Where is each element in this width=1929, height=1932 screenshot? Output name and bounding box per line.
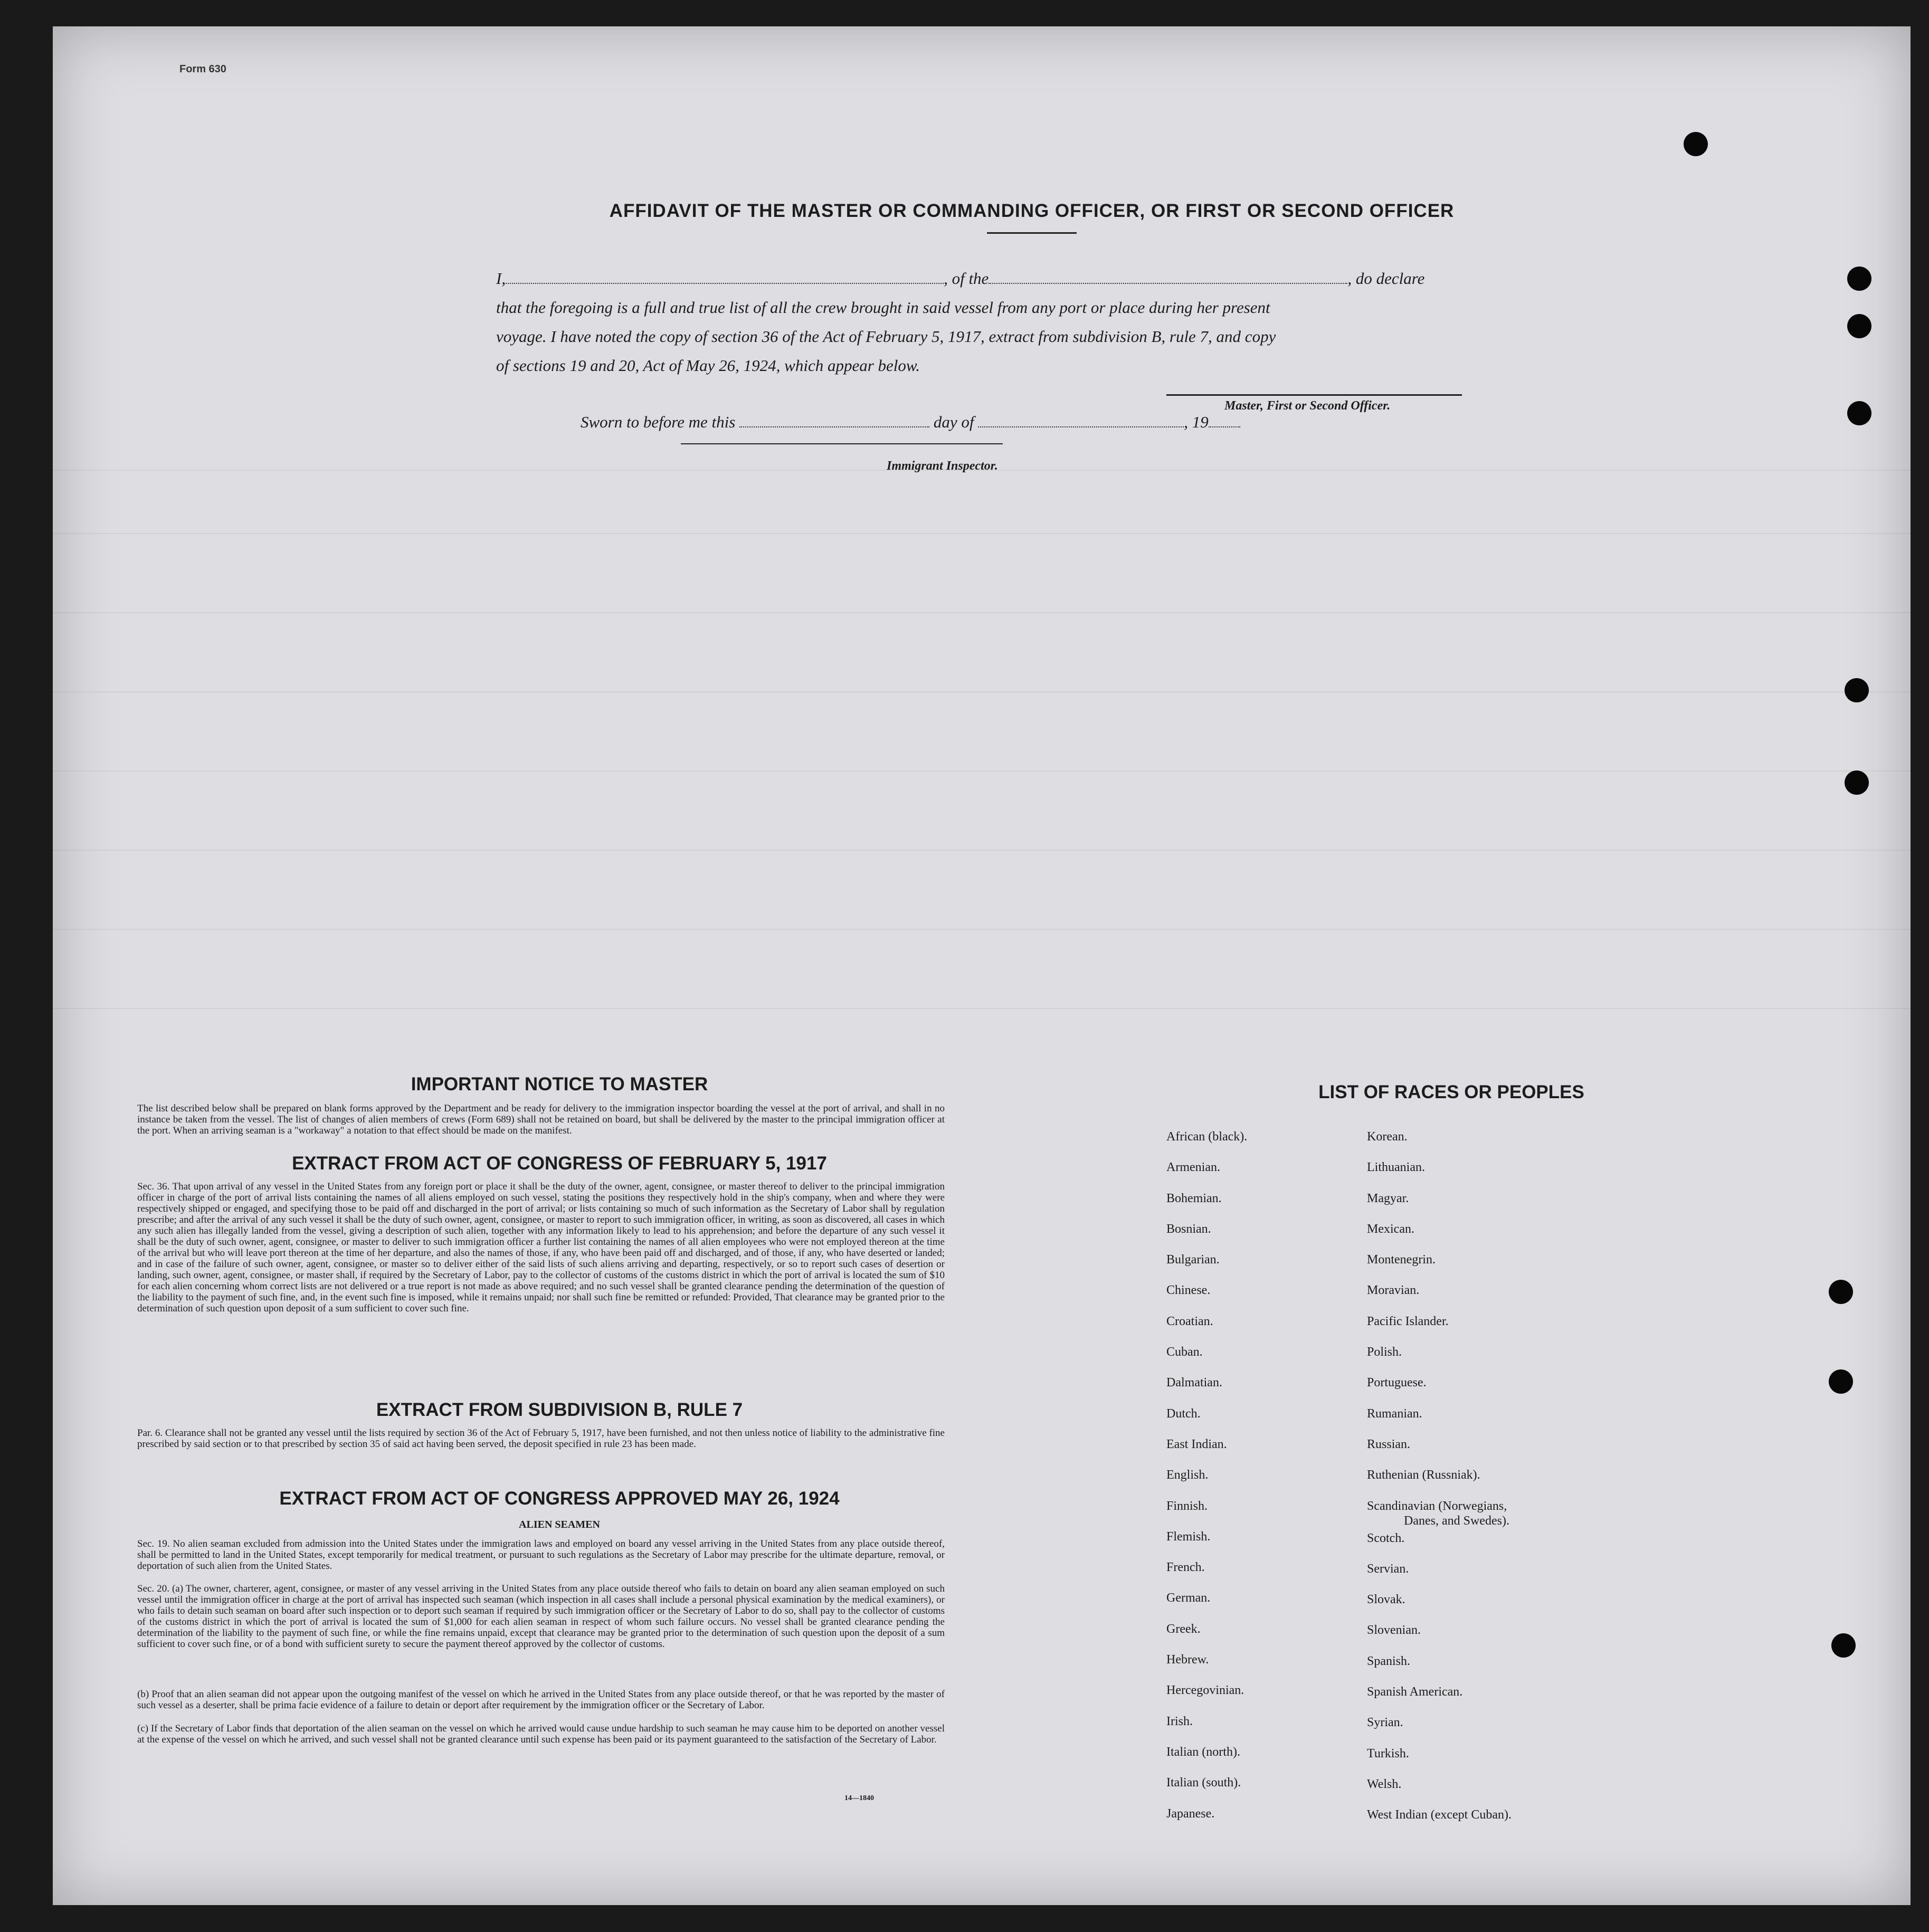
ghost-rule: [53, 1008, 1911, 1009]
master-signature-line: [1166, 394, 1462, 396]
ghost-rule: [53, 612, 1911, 613]
race-item: German.: [1166, 1591, 1211, 1605]
sworn-day-label: day of: [933, 413, 974, 431]
ghost-rule: [53, 850, 1911, 851]
race-item: French.: [1166, 1560, 1205, 1575]
sworn-year-label: , 19: [1184, 413, 1209, 431]
affidavit-declare: , do declare: [1347, 269, 1425, 288]
extract-1924-sec20b: (b) Proof that an alien seaman did not appear upon the outgoing manifest of the vessel on which he arrived in the United States from any place outside thereof, or that he was reported by the master of such vessel as a deserter, shall be prima facie evidence of a failure to detain or deport after requirement by the immigration officer or the Secretary of Labor.: [137, 1689, 945, 1711]
races-right-column: [1367, 1129, 1512, 1839]
extract-1917-text: Sec. 36. That upon arrival of any vessel in the United States from any foreign port or place it shall be the duty of the owner, agent, consignee, or master thereof to deliver to the principal immigration officer in charge of the port of arrival lists containing the names of all aliens employed on such vessel, stating the positions they respectively hold in the ship's company, when and where they were respectively shipped or engaged, and specifying those to be paid off and discharged in the port of arrival; or lists containing so much of such information as the Secretary of Labor shall by regulation prescribe; and after the arrival of any such vessel it shall be the duty of such owner, agent, consignee, or master to report to such immigration officer, in writing, as soon as discovered, all cases in which any such alien has illegally landed from the vessel, giving a description of such alien, together with any information likely to lead to his apprehension; and before the departure of any such vessel it shall be the duty of such owner, agent, consignee, or master to deliver to such immigration officer a further list containing the names of all alien employees who were not employed thereon at the time of the arrival but who will leave port thereon at the time of her departure, and also the names of those, if any, who have been paid off and discharged, and of those, if any, who have deserted or landed; and in case of the failure of such owner, agent, consignee, or master so to deliver either of the said lists of such aliens arriving and departing, respectively, or so to report such cases of desertion or landing, such owner, agent, consignee, or master shall, if required by the Secretary of Labor, pay to the collector of customs of the customs district in which the port of arrival is located the sum of $10 for each alien concerning whom correct lists are not delivered or a true report is not made as above required; and no such vessel shall be granted clearance pending the determination of the question of the liability to the payment of such fine, and, in the event such fine is imposed, while it remains unpaid; nor shall such fine be remitted or refunded: Provided, That clearance may be granted prior to the determination of such question upon deposit of a sum sufficient to cover such fine.: [137, 1181, 945, 1314]
extract-rule7-text: Par. 6. Clearance shall not be granted any vessel until the lists required by section 36 of the Act of February 5, 1917, have been furnished, and not then unless notice of liability to the administrative fine prescribed by said section or to that prescribed by section 35 of said act having been served, the deposit specified in rule 23 has been made.: [137, 1427, 945, 1450]
race-item: West Indian (except Cuban).: [1367, 1808, 1512, 1822]
race-item: Chinese.: [1166, 1283, 1211, 1298]
name-blank: [506, 269, 944, 284]
race-item: Servian.: [1367, 1562, 1409, 1576]
race-item: Croatian.: [1166, 1314, 1213, 1328]
affidavit-title: AFFIDAVIT OF THE MASTER OR COMMANDING OFFICER, OR FIRST OR SECOND OFFICER: [609, 201, 1455, 221]
race-item: Syrian.: [1367, 1716, 1403, 1730]
race-item: Dutch.: [1166, 1406, 1201, 1421]
extract-1924-title: EXTRACT FROM ACT OF CONGRESS APPROVED MAY 26, 1924: [279, 1488, 840, 1509]
ghost-rule: [53, 533, 1911, 534]
race-item: Portuguese.: [1367, 1376, 1427, 1390]
vessel-blank: [989, 269, 1347, 284]
race-item: Spanish American.: [1367, 1685, 1463, 1699]
race-item: Japanese.: [1166, 1806, 1215, 1821]
inspector-signature-line: [681, 443, 1003, 444]
sworn-prefix: Sworn to before me this: [581, 413, 736, 431]
ghost-rule: [53, 770, 1911, 772]
race-item: Russian.: [1367, 1437, 1411, 1451]
race-item: Flemish.: [1166, 1529, 1211, 1544]
race-item: Slovenian.: [1367, 1623, 1421, 1638]
race-item: Pacific Islander.: [1367, 1314, 1449, 1328]
affidavit-of-the: , of the: [944, 269, 989, 288]
extract-1924-sec20c: (c) If the Secretary of Labor finds that deportation of the alien seaman on the vessel on which he arrived would cause undue hardship to such seaman he may cause him to be deported on another vessel at the expense of the vessel on which he arrived, and such vessel shall not be granted clearance until such expense has been paid or its payment guaranteed to the satisfaction of the Secretary of Labor.: [137, 1723, 945, 1745]
race-item: Finnish.: [1166, 1499, 1208, 1513]
race-item: Bosnian.: [1166, 1222, 1211, 1236]
inspector-caption: Immigrant Inspector.: [887, 459, 998, 473]
punch-hole: [1845, 678, 1869, 702]
race-item: Hercegovinian.: [1166, 1683, 1244, 1698]
printer-mark: 14—1840: [844, 1794, 874, 1802]
punch-hole: [1847, 267, 1871, 291]
race-item: Montenegrin.: [1367, 1253, 1436, 1267]
race-item: Bulgarian.: [1166, 1253, 1220, 1267]
affidavit-text: [496, 264, 1552, 380]
document-page: [53, 26, 1911, 1905]
punch-hole: [1684, 132, 1708, 156]
race-item: Scotch.: [1367, 1531, 1405, 1545]
affidavit-line-1: [496, 264, 1552, 293]
race-item: Slovak.: [1367, 1593, 1405, 1607]
affidavit-line-2: that the foregoing is a full and true list of all the crew brought in said vessel from any port or place during her present: [496, 298, 1270, 317]
punch-hole: [1829, 1280, 1853, 1304]
race-item: Danes, and Swedes).: [1404, 1514, 1509, 1528]
punch-hole: [1831, 1633, 1856, 1658]
race-item: Magyar.: [1367, 1191, 1409, 1205]
race-item: English.: [1166, 1468, 1209, 1482]
sworn-line: [581, 413, 1240, 432]
form-number: Form 630: [179, 63, 226, 75]
race-item: Korean.: [1367, 1130, 1408, 1144]
race-item: Hebrew.: [1166, 1653, 1209, 1667]
race-item: Ruthenian (Russniak).: [1367, 1468, 1480, 1482]
affidavit-line-3: voyage. I have noted the copy of section 36 of the Act of February 5, 1917, extract from subdivision B, rule 7, and copy: [496, 327, 1276, 346]
race-item: Scandinavian (Norwegians,: [1367, 1499, 1507, 1513]
race-item: Turkish.: [1367, 1746, 1409, 1760]
punch-hole: [1829, 1369, 1853, 1394]
month-blank: [978, 413, 1184, 427]
extract-1924-subtitle: ALIEN SEAMEN: [519, 1519, 600, 1530]
ghost-rule: [53, 691, 1911, 692]
extract-1917-title: EXTRACT FROM ACT OF CONGRESS OF FEBRUARY 5, 1917: [292, 1153, 827, 1174]
races-title: LIST OF RACES OR PEOPLES: [1318, 1082, 1584, 1102]
race-item: Cuban.: [1166, 1345, 1203, 1359]
punch-hole: [1845, 770, 1869, 795]
race-item: Bohemian.: [1166, 1191, 1222, 1205]
race-item: Dalmatian.: [1166, 1376, 1222, 1390]
notice-text: The list described below shall be prepared on blank forms approved by the Department and be ready for delivery to the immigration inspector boarding the vessel at the port of arrival, and shall in no instance be taken from the vessel. The list of changes of alien members of crews (Form 689) shall not be retained on board, but shall be delivered by the master to the principal immigration officer at the port. When an arriving seaman is a "workaway" a notation to that effect should be made on the manifest.: [137, 1103, 945, 1136]
races-left-column: [1166, 1129, 1247, 1837]
race-item: Irish.: [1166, 1714, 1193, 1728]
year-blank: [1209, 413, 1240, 427]
race-item: Moravian.: [1367, 1283, 1420, 1298]
extract-1924-sec19: Sec. 19. No alien seaman excluded from admission into the United States under the immigration laws and employed on board any vessel arriving in the United States from any place outside thereof, shall be permitted to land in the United States, except temporarily for medical treatment, or pursuant to such regulations as the Secretary of Labor may prescribe for the ultimate departure, removal, or deportation of such alien from the United States.: [137, 1538, 945, 1572]
extract-rule7-title: EXTRACT FROM SUBDIVISION B, RULE 7: [376, 1400, 743, 1420]
master-signature-caption: Master, First or Second Officer.: [1224, 399, 1391, 413]
race-item: East Indian.: [1166, 1437, 1227, 1451]
race-item: Spanish.: [1367, 1654, 1411, 1668]
day-blank: [739, 413, 929, 427]
race-item: Polish.: [1367, 1345, 1402, 1359]
race-item: Welsh.: [1367, 1777, 1402, 1791]
affidavit-line-4: of sections 19 and 20, Act of May 26, 1924, which appear below.: [496, 356, 920, 375]
race-item: Italian (north).: [1166, 1745, 1240, 1759]
race-item: Greek.: [1166, 1622, 1201, 1636]
ghost-rule: [53, 929, 1911, 930]
title-rule: [987, 232, 1077, 234]
race-item: Lithuanian.: [1367, 1160, 1425, 1175]
punch-hole: [1847, 401, 1871, 425]
race-item: Italian (south).: [1166, 1776, 1241, 1790]
notice-title: IMPORTANT NOTICE TO MASTER: [411, 1074, 708, 1095]
race-item: Armenian.: [1166, 1160, 1220, 1175]
extract-1924-sec20a: Sec. 20. (a) The owner, charterer, agent, consignee, or master of any vessel arriving in the United States from any place outside thereof who fails to detain on board any alien seaman employed on such vessel until the immigration officer in charge at the port of arrival has inspected such seaman (which inspection in all cases shall include a personal physical examination by the medical examiners), or who fails to detain such seaman on board after such inspection or to deport such seaman if required by such immigration officer or the Secretary of Labor to do so, shall pay to the collector of customs of the customs district in which the port of arrival is located the sum of $1,000 for each alien seaman in respect of whom such failure occurs. No vessel shall be granted clearance pending the determination of the liability to the payment of such fine, or while the fine remains unpaid, except that clearance may be granted prior to the determination of such question upon the deposit of a sum sufficient to cover such fine, or of a bond with sufficient surety to secure the payment thereof approved by the collector of customs.: [137, 1583, 945, 1650]
race-item: Rumanian.: [1367, 1406, 1422, 1421]
race-item: African (black).: [1166, 1130, 1248, 1144]
punch-hole: [1847, 314, 1871, 338]
affidavit-i: I,: [496, 269, 506, 288]
race-item: Mexican.: [1367, 1222, 1414, 1236]
